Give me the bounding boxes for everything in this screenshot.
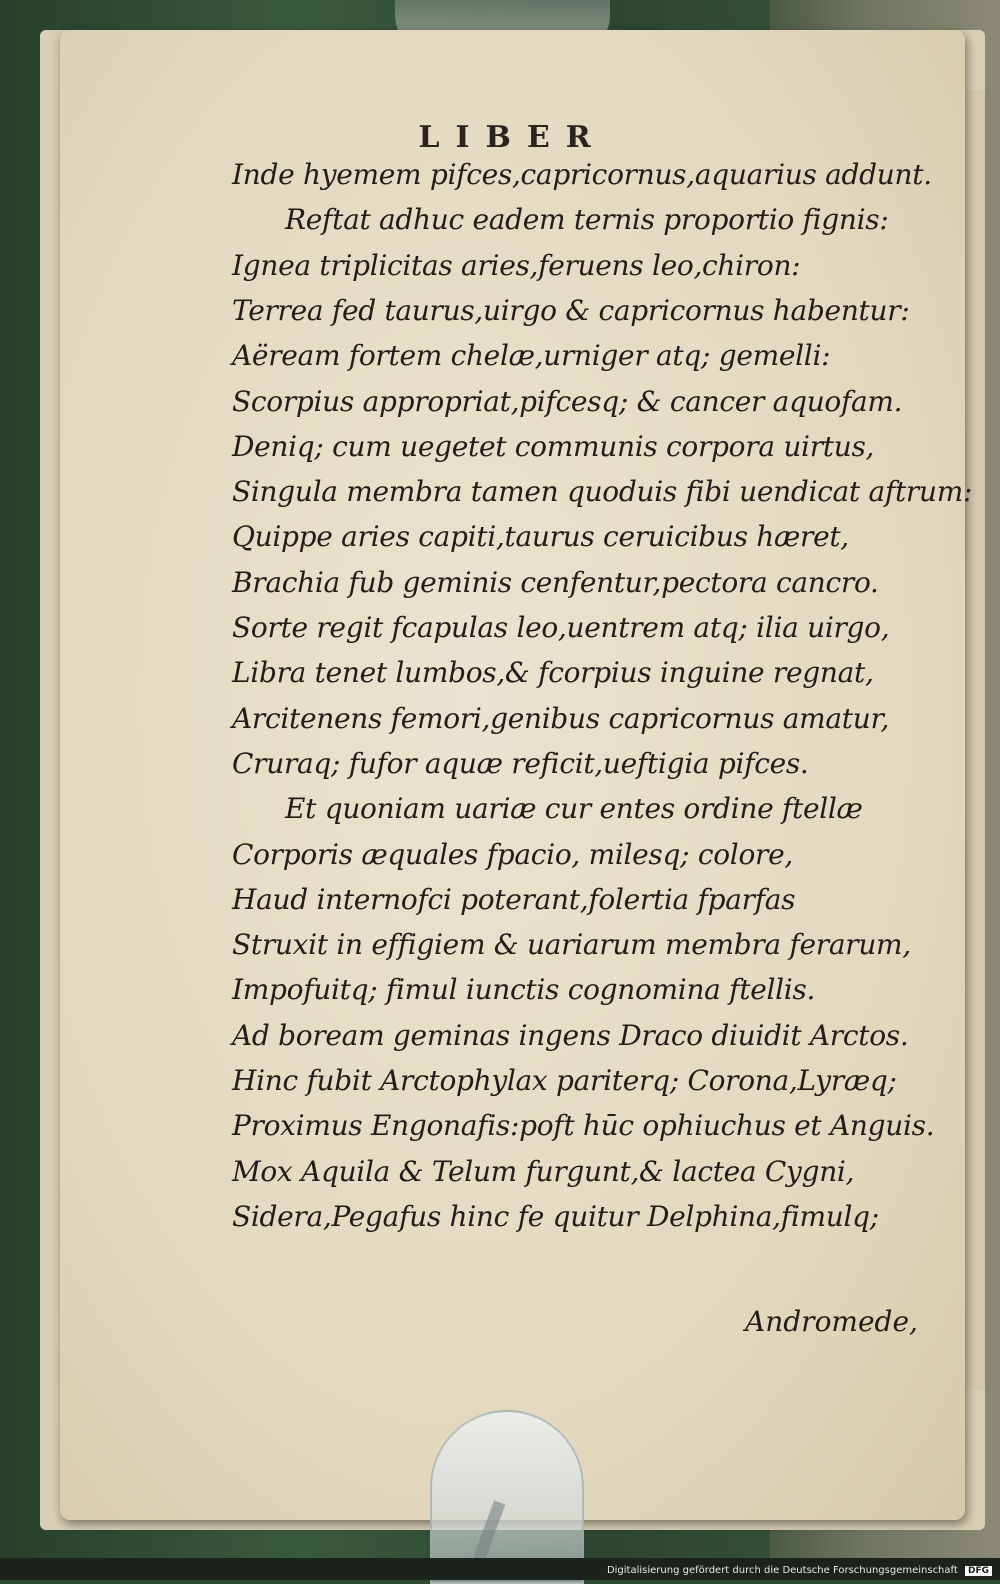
verse-line: Mox Aquila & Telum furgunt,& lactea Cygni, xyxy=(232,1154,855,1188)
verse-line: Struxit in effigiem & uariarum membra ferarum, xyxy=(232,928,911,962)
verse-line: Proximus Engonafis:poft hūc ophiuchus et Anguis. xyxy=(232,1109,935,1143)
verse-line: Hinc fubit Arctophylax pariterq; Corona,Lyræq; xyxy=(232,1064,897,1097)
verse-line: Libra tenet lumbos,& fcorpius inguine regnat, xyxy=(232,656,874,690)
verse-line: Impofuitq; fimul iunctis cognomina ftellis. xyxy=(232,973,816,1007)
verse-line: Ignea triplicitas aries,feruens leo,chiron: xyxy=(232,248,801,282)
verse-line: Inde hyemem pifces,capricornus,aquarius addunt. xyxy=(232,158,932,191)
verse-line: Corporis æquales fpacio, milesq; colore, xyxy=(232,837,793,871)
verse-line: Sidera,Pegafus hinc fe quitur Delphina,fimulq; xyxy=(232,1199,879,1233)
verse-line: Sorte regit fcapulas leo,uentrem atq; ilia uirgo, xyxy=(232,611,890,644)
book-page xyxy=(60,30,973,1520)
footer-credit xyxy=(607,1565,992,1576)
verse-line: Quippe aries capiti,taurus ceruicibus hæret, xyxy=(232,520,849,554)
catchword: Andromede, xyxy=(745,1305,918,1338)
footer-bar xyxy=(0,1558,1000,1580)
footer-credit-text: Digitalisierung gefördert durch die Deutsche Forschungsgemeinschaft xyxy=(606,1565,958,1576)
verse-line: Scorpius appropriat,pifcesq; & cancer aquofam. xyxy=(232,384,903,418)
verse-line: Singula membra tamen quoduis fibi uendicat aftrum: xyxy=(232,475,973,509)
running-head: LIBER xyxy=(418,120,607,155)
verse-line: Ad boream geminas ingens Draco diuidit Arctos. xyxy=(232,1018,909,1052)
verse-line: Cruraq; fufor aquæ reficit,ueftigia pifces. xyxy=(232,746,809,780)
verse-line: Et quoniam uariæ cur entes ordine ftellæ xyxy=(285,792,863,826)
dfg-logo: DFG xyxy=(965,1566,992,1576)
verse-line: Arcitenens femori,genibus capricornus amatur, xyxy=(232,701,890,735)
verse-line: Brachia fub geminis cenfentur,pectora cancro. xyxy=(232,565,879,599)
verse-line: Reftat adhuc eadem ternis proportio fignis: xyxy=(285,203,889,237)
verse-line: Terrea fed taurus,uirgo & capricornus habentur: xyxy=(232,293,910,327)
verse-line: Haud internofci poterant,folertia fparfas xyxy=(232,882,796,916)
verse-line: Aëream fortem chelæ,urniger atq; gemelli: xyxy=(232,339,831,373)
verse-line: Deniq; cum uegetet communis corpora uirtus, xyxy=(232,429,875,463)
